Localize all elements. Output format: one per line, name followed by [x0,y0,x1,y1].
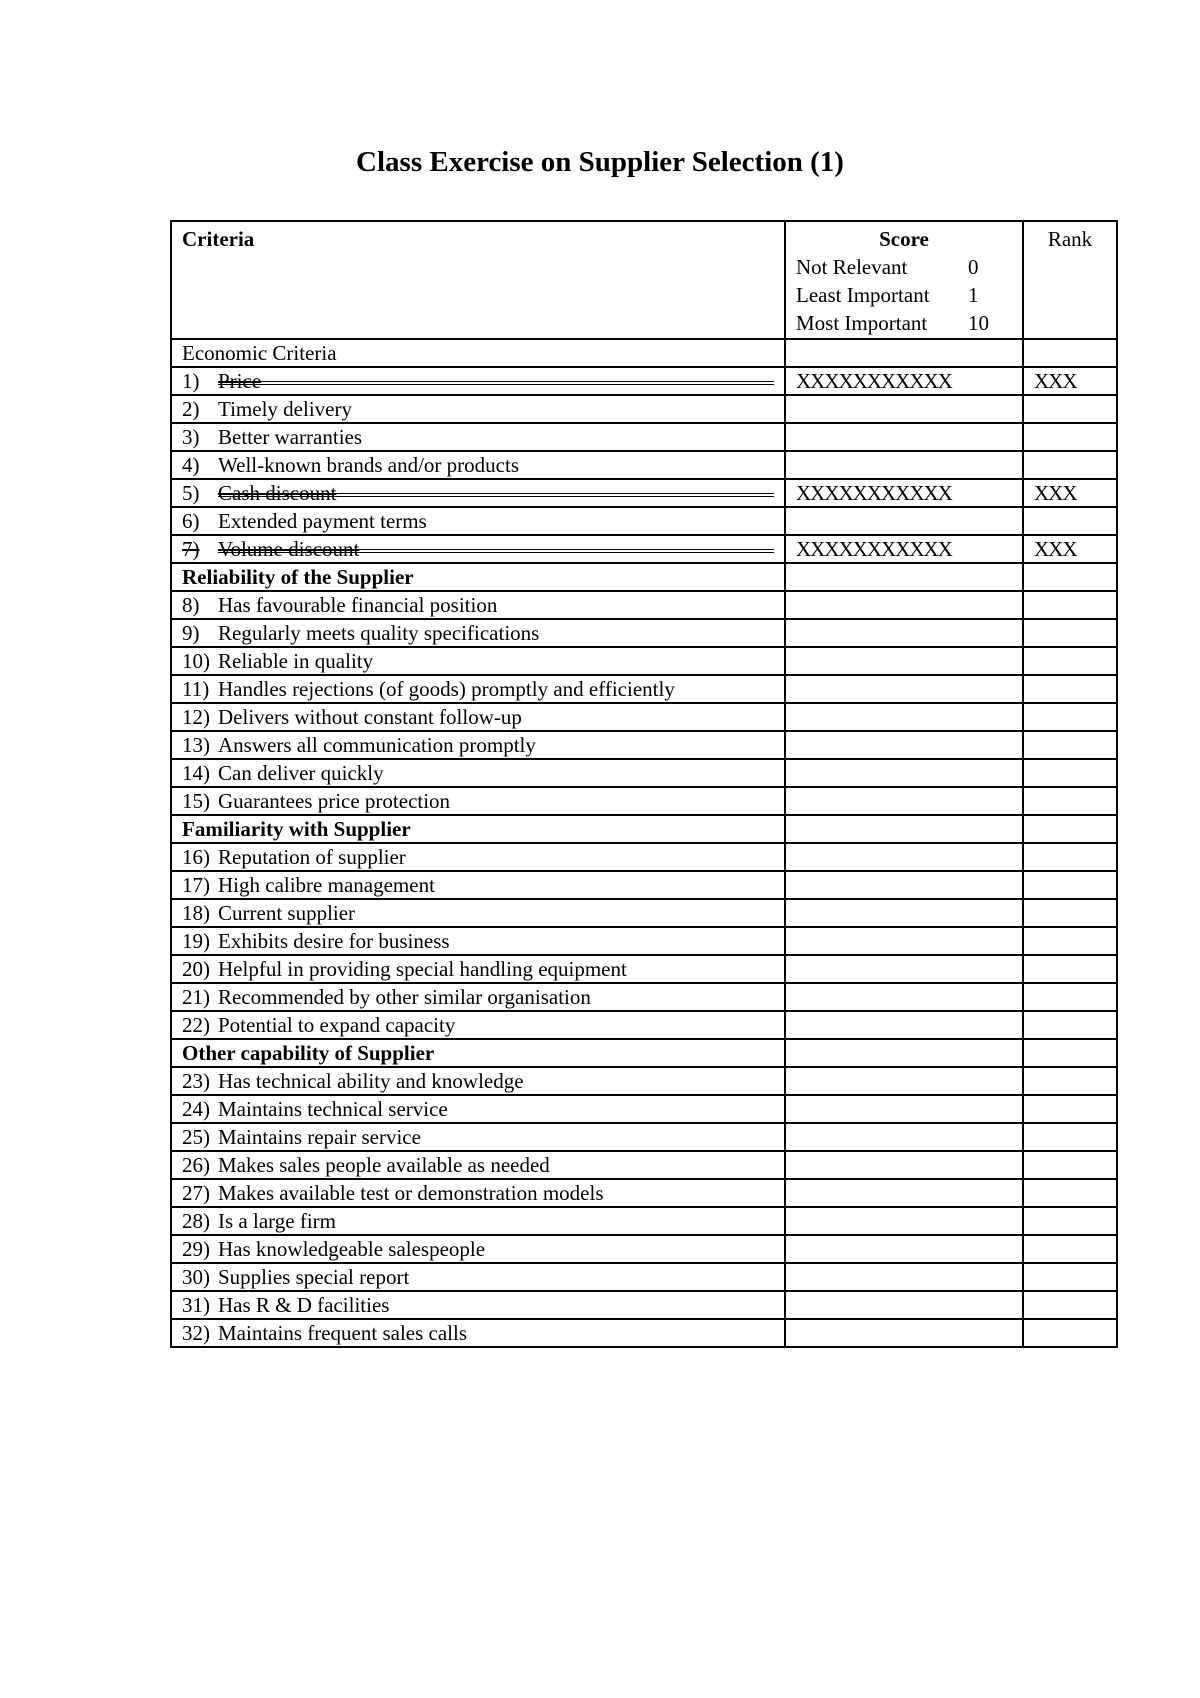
score-cell[interactable] [785,675,1023,703]
rank-cell[interactable] [1023,339,1117,367]
rank-cell[interactable] [1023,619,1117,647]
criteria-cell [171,1095,785,1123]
criteria-cell [171,815,785,843]
table-row [171,871,1117,899]
score-cell[interactable] [785,955,1023,983]
criteria-label: High calibre management [218,872,435,897]
criteria-label: Maintains frequent sales calls [218,1320,468,1345]
rank-cell[interactable] [1023,1319,1117,1347]
table-row [171,647,1117,675]
section-label: Economic Criteria [182,340,337,365]
rank-blocked: XXX [1034,536,1077,561]
criteria-cell [171,367,785,395]
criteria-label: Is a large firm [218,1208,336,1233]
score-cell[interactable] [785,423,1023,451]
rank-cell[interactable] [1023,955,1117,983]
criteria-cell [171,1291,785,1319]
criteria-number: 29) [182,1236,210,1261]
score-cell[interactable] [785,1263,1023,1291]
table-row [171,955,1117,983]
score-cell[interactable] [785,619,1023,647]
criteria-number: 16) [182,844,210,869]
score-cell[interactable] [785,1151,1023,1179]
score-cell[interactable] [785,339,1023,367]
criteria-number: 17) [182,872,210,897]
table-row [171,619,1117,647]
criteria-cell [171,787,785,815]
rank-cell[interactable] [1023,535,1117,563]
score-blocked: XXXXXXXXXXX [796,536,952,561]
criteria-number: 24) [182,1096,210,1121]
table-row [171,1207,1117,1235]
criteria-label: Can deliver quickly [218,760,384,785]
table-row [171,1263,1117,1291]
score-scale-value: 0 [968,255,979,279]
criteria-number: 10) [182,648,210,673]
score-cell[interactable] [785,1095,1023,1123]
table-row [171,731,1117,759]
criteria-label: Makes sales people available as needed [218,1152,550,1177]
criteria-cell [171,451,785,479]
rank-cell[interactable] [1023,1235,1117,1263]
criteria-number: 19) [182,928,210,953]
rank-cell[interactable] [1023,479,1117,507]
score-header [785,221,1023,339]
criteria-label: Timely delivery [218,396,352,421]
criteria-cell [171,675,785,703]
score-scale-line [796,281,1012,309]
score-cell[interactable] [785,647,1023,675]
criteria-number: 4) [182,452,200,477]
section-row [171,563,1117,591]
criteria-label: Has technical ability and knowledge [218,1068,524,1093]
criteria-number: 23) [182,1068,210,1093]
table-row [171,1179,1117,1207]
table-row [171,451,1117,479]
criteria-cell [171,1319,785,1347]
table-row [171,535,1117,563]
criteria-label: Volume discount [218,536,360,561]
criteria-cell [171,1207,785,1235]
table-row [171,983,1117,1011]
rank-cell[interactable] [1023,1207,1117,1235]
criteria-cell [171,395,785,423]
criteria-label: Maintains technical service [218,1096,448,1121]
rank-cell[interactable] [1023,1067,1117,1095]
criteria-label: Recommended by other similar organisation [218,984,591,1009]
criteria-cell [171,843,785,871]
criteria-header [171,221,785,339]
criteria-number: 20) [182,956,210,981]
score-cell[interactable] [785,591,1023,619]
rank-cell[interactable] [1023,815,1117,843]
criteria-cell [171,479,785,507]
score-cell[interactable] [785,451,1023,479]
score-cell[interactable] [785,899,1023,927]
criteria-label: Maintains repair service [218,1124,421,1149]
criteria-number: 8) [182,592,200,617]
rank-cell[interactable] [1023,451,1117,479]
score-scale-line [796,309,1012,337]
criteria-cell [171,507,785,535]
table-header-row [171,221,1117,339]
table-row [171,1123,1117,1151]
criteria-cell [171,1179,785,1207]
score-cell[interactable] [785,395,1023,423]
criteria-label: Answers all communication promptly [218,732,536,757]
criteria-label: Has R & D facilities [218,1292,390,1317]
criteria-cell [171,1235,785,1263]
rank-cell[interactable] [1023,703,1117,731]
criteria-number: 32) [182,1320,210,1345]
score-cell[interactable] [785,1207,1023,1235]
score-scale-value: 1 [968,283,979,307]
criteria-number: 30) [182,1264,210,1289]
criteria-cell [171,619,785,647]
criteria-label: Helpful in providing special handling equipment [218,956,627,981]
criteria-cell [171,703,785,731]
rank-cell[interactable] [1023,983,1117,1011]
criteria-cell [171,1263,785,1291]
table-row [171,395,1117,423]
criteria-cell [171,955,785,983]
table-row [171,1319,1117,1347]
rank-header-label: Rank [1047,227,1093,251]
criteria-label: Reputation of supplier [218,844,406,869]
criteria-label: Handles rejections (of goods) promptly and efficiently [218,676,675,701]
criteria-label: Supplies special report [218,1264,410,1289]
score-scale [796,253,1012,337]
rank-cell[interactable] [1023,1291,1117,1319]
score-cell[interactable] [785,871,1023,899]
criteria-number: 31) [182,1292,210,1317]
criteria-number: 3) [182,424,200,449]
criteria-number: 21) [182,984,210,1009]
criteria-label: Current supplier [218,900,356,925]
score-cell[interactable] [785,1123,1023,1151]
criteria-number: 25) [182,1124,210,1149]
rank-cell[interactable] [1023,759,1117,787]
criteria-cell [171,1067,785,1095]
rank-cell[interactable] [1023,1263,1117,1291]
score-cell[interactable] [785,535,1023,563]
criteria-label: Exhibits desire for business [218,928,450,953]
score-cell[interactable] [785,367,1023,395]
criteria-label: Potential to expand capacity [218,1012,456,1037]
rank-cell[interactable] [1023,927,1117,955]
rank-cell[interactable] [1023,591,1117,619]
table-row [171,1095,1117,1123]
criteria-cell [171,899,785,927]
table-row [171,787,1117,815]
rank-cell[interactable] [1023,1011,1117,1039]
criteria-number: 15) [182,788,210,813]
criteria-number: 22) [182,1012,210,1037]
criteria-label: Well-known brands and/or products [218,452,519,477]
criteria-cell [171,1039,785,1067]
rank-cell[interactable] [1023,675,1117,703]
score-cell[interactable] [785,479,1023,507]
criteria-cell [171,339,785,367]
criteria-label: Has favourable financial position [218,592,498,617]
score-cell[interactable] [785,1319,1023,1347]
rank-cell[interactable] [1023,395,1117,423]
page-title: Class Exercise on Supplier Selection (1) [356,146,844,178]
criteria-header-label: Criteria [182,227,255,251]
score-cell[interactable] [785,1291,1023,1319]
score-scale-label: Most Important [796,311,928,335]
score-cell[interactable] [785,1179,1023,1207]
criteria-label: Has knowledgeable salespeople [218,1236,486,1261]
table-row [171,507,1117,535]
score-cell[interactable] [785,731,1023,759]
score-cell[interactable] [785,1039,1023,1067]
criteria-number: 7) [182,536,200,561]
table-row [171,479,1117,507]
criteria-number: 28) [182,1208,210,1233]
criteria-label: Regularly meets quality specifications [218,620,540,645]
score-scale-label: Not Relevant [796,255,908,279]
score-scale-line [796,253,1012,281]
rank-cell[interactable] [1023,871,1117,899]
criteria-number: 12) [182,704,210,729]
criteria-cell [171,423,785,451]
rank-cell[interactable] [1023,1179,1117,1207]
criteria-cell [171,871,785,899]
section-label: Other capability of Supplier [182,1040,435,1065]
score-cell[interactable] [785,1067,1023,1095]
table-row [171,1151,1117,1179]
criteria-number: 11) [182,676,210,701]
criteria-cell [171,1011,785,1039]
criteria-cell [171,731,785,759]
criteria-number: 13) [182,732,210,757]
criteria-label: Delivers without constant follow-up [218,704,522,729]
score-cell[interactable] [785,703,1023,731]
table-row [171,927,1117,955]
criteria-label: Makes available test or demonstration models [218,1180,604,1205]
section-row [171,815,1117,843]
rank-cell[interactable] [1023,843,1117,871]
criteria-cell [171,563,785,591]
section-row [171,339,1117,367]
score-header-label: Score [879,227,929,251]
rank-cell[interactable] [1023,507,1117,535]
rank-cell[interactable] [1023,423,1117,451]
criteria-number: 2) [182,396,200,421]
section-label: Reliability of the Supplier [182,564,414,589]
criteria-number: 1) [182,368,200,393]
score-cell[interactable] [785,1011,1023,1039]
criteria-label: Cash discount [218,480,337,505]
criteria-label: Extended payment terms [218,508,427,533]
rank-cell[interactable] [1023,787,1117,815]
criteria-cell [171,535,785,563]
rank-blocked: XXX [1034,368,1077,393]
score-cell[interactable] [785,815,1023,843]
section-label: Familiarity with Supplier [182,816,411,841]
rank-cell[interactable] [1023,1039,1117,1067]
table-row [171,899,1117,927]
criteria-number: 18) [182,900,210,925]
criteria-cell [171,647,785,675]
rank-cell[interactable] [1023,1123,1117,1151]
rank-header [1023,221,1117,339]
rank-cell[interactable] [1023,731,1117,759]
score-cell[interactable] [785,759,1023,787]
rank-cell[interactable] [1023,367,1117,395]
rank-cell[interactable] [1023,647,1117,675]
criteria-number: 9) [182,620,200,645]
criteria-label: Better warranties [218,424,363,449]
criteria-label: Reliable in quality [218,648,374,673]
score-cell[interactable] [785,1235,1023,1263]
rank-blocked: XXX [1034,480,1077,505]
table-row [171,1067,1117,1095]
criteria-number: 5) [182,480,200,505]
score-cell[interactable] [785,927,1023,955]
score-cell[interactable] [785,843,1023,871]
criteria-number: 27) [182,1180,210,1205]
rank-cell[interactable] [1023,1095,1117,1123]
table-row [171,675,1117,703]
table-row [171,367,1117,395]
table-row [171,1011,1117,1039]
rank-cell[interactable] [1023,1151,1117,1179]
score-scale-value: 10 [968,311,989,335]
table-row [171,1291,1117,1319]
criteria-number: 14) [182,760,210,785]
score-scale-label: Least Important [796,283,930,307]
rank-cell[interactable] [1023,899,1117,927]
criteria-number: 26) [182,1152,210,1177]
criteria-cell [171,759,785,787]
table-row [171,759,1117,787]
criteria-label: Guarantees price protection [218,788,451,813]
criteria-cell [171,1151,785,1179]
section-row [171,1039,1117,1067]
criteria-cell [171,591,785,619]
rank-cell[interactable] [1023,563,1117,591]
score-cell[interactable] [785,983,1023,1011]
table-row [171,591,1117,619]
score-cell[interactable] [785,787,1023,815]
score-blocked: XXXXXXXXXXX [796,368,952,393]
table-row [171,423,1117,451]
criteria-cell [171,927,785,955]
score-blocked: XXXXXXXXXXX [796,480,952,505]
criteria-label: Price [218,368,262,393]
criteria-table [170,220,1118,1348]
table-row [171,843,1117,871]
criteria-number: 6) [182,508,200,533]
table-row [171,1235,1117,1263]
table-row [171,703,1117,731]
criteria-cell [171,1123,785,1151]
score-cell[interactable] [785,563,1023,591]
criteria-cell [171,983,785,1011]
score-cell[interactable] [785,507,1023,535]
